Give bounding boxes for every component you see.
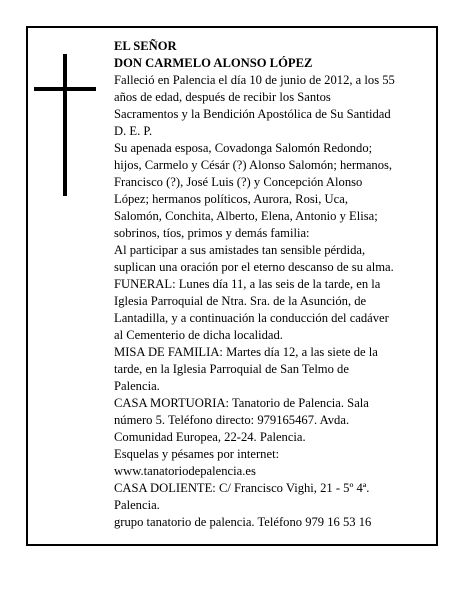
text-line: Falleció en Palencia el día 10 de junio de 2012, a los 55 [114, 73, 395, 87]
text-line: hijos, Carmelo y Césár (?) Alonso Salomón; hermanos, [114, 158, 393, 172]
text-line: MISA DE FAMILIA: Martes día 12, a las siete de la [114, 345, 378, 359]
text-line: número 5. Teléfono directo: 979165467. Avda. [114, 413, 350, 427]
text-line: D. E. P. [114, 124, 153, 138]
text-line: Salomón, Conchita, Alberto, Elena, Antonio y Elisa; [114, 209, 378, 223]
cross-vertical-bar [63, 54, 67, 196]
text-line: López; hermanos políticos, Aurora, Rosi, Uca, [114, 192, 348, 206]
text-line: suplican una oración por el eterno descanso de su alma. [114, 260, 394, 274]
obituary-text [114, 38, 432, 531]
website-link[interactable]: www.tanatoriodepalencia.es [114, 464, 256, 478]
text-line: Iglesia Parroquial de Ntra. Sra. de la Asunción, de [114, 294, 367, 308]
text-line: CASA MORTUORIA: Tanatorio de Palencia. Sala [114, 396, 369, 410]
text-line: grupo tanatorio de palencia. Teléfono 979 16 53 16 [114, 515, 372, 529]
text-line: al Cementerio de dicha localidad. [114, 328, 283, 342]
text-line: Francisco (?), José Luis (?) y Concepción Alonso [114, 175, 363, 189]
text-line: CASA DOLIENTE: C/ Francisco Vighi, 21 - 5º 4ª. [114, 481, 370, 495]
text-line: Al participar a sus amistades tan sensible pérdida, [114, 243, 366, 257]
text-line: Sacramentos y la Bendición Apostólica de Su Santidad [114, 107, 391, 121]
cross-horizontal-bar [34, 87, 96, 91]
text-line: Esquelas y pésames por internet: [114, 447, 280, 461]
text-line: tarde, en la Iglesia Parroquial de San Telmo de [114, 362, 349, 376]
obituary-title: EL SEÑOR [114, 39, 177, 53]
text-line: Palencia. [114, 498, 160, 512]
text-line: Lantadilla, y a continuación la conducción del cadáver [114, 311, 389, 325]
text-line: Palencia. [114, 379, 160, 393]
text-line: FUNERAL: Lunes día 11, a las seis de la tarde, en la [114, 277, 381, 291]
text-line: sobrinos, tíos, primos y demás familia: [114, 226, 310, 240]
latin-cross-icon [34, 54, 96, 196]
deceased-name: DON CARMELO ALONSO LÓPEZ [114, 56, 313, 70]
text-line: años de edad, después de recibir los Santos [114, 90, 331, 104]
text-line: Su apenada esposa, Covadonga Salomón Redondo; [114, 141, 373, 155]
text-line: Comunidad Europea, 22-24. Palencia. [114, 430, 306, 444]
